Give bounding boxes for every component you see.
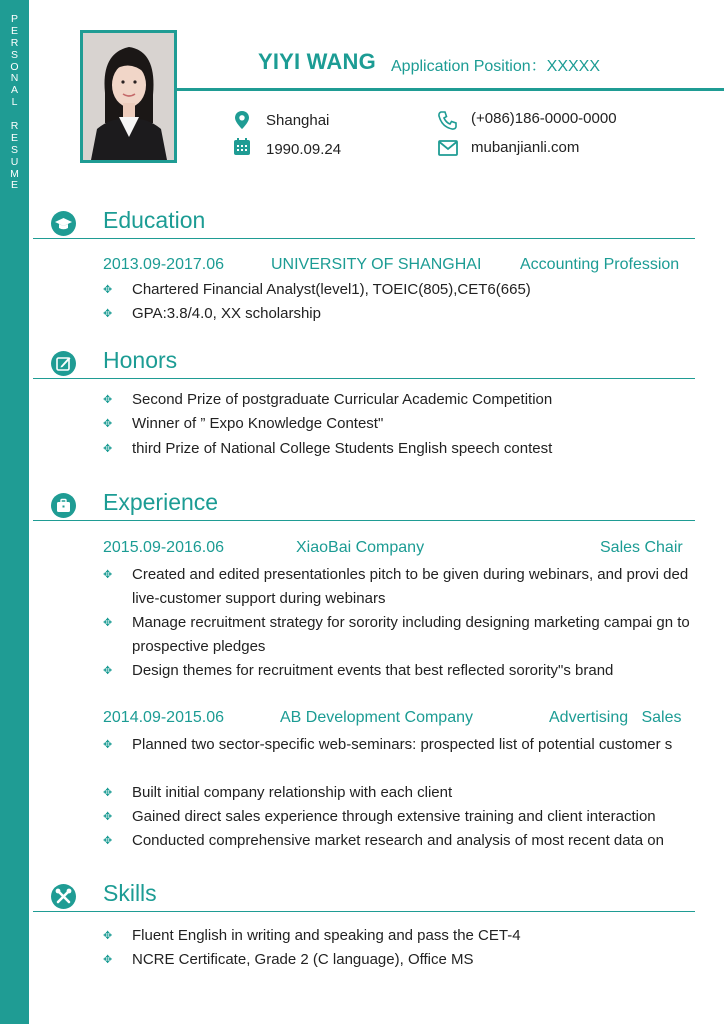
sidebar-letter: E [10,179,18,192]
list-item: ✥ Manage recruitment strategy for sorority including designing marketing campai gn to prospective pledges [103,614,690,655]
sidebar-letter: N [10,72,19,85]
briefcase-icon [51,493,76,518]
honors-title: Honors [103,347,178,373]
email-address: mubanjianli.com [471,139,580,156]
list-item: ✥ Design themes for recruitment events that best reflected sorority"s brand [103,662,614,679]
calendar-icon [233,138,251,156]
education-school: UNIVERSITY OF SHANGHAI [271,256,482,273]
list-item: ✥ Built initial company relationship with each client [103,784,453,801]
job-period: 2014.09-2015.06 [103,709,224,726]
candidate-name: YIYI WANG [258,49,376,74]
sidebar-letter: U [10,155,19,168]
list-item: ✥ GPA:3.8/4.0, XX scholarship [103,305,321,322]
list-item: ✥ Planned two sector-specific web-seminars: prospected list of potential customer s [103,736,673,753]
graduation-cap-icon [51,211,76,236]
job-period: 2015.09-2016.06 [103,539,224,556]
skills-title: Skills [103,880,157,906]
edit-icon [51,351,76,376]
list-item: ✥ Conducted comprehensive market research and analysis of most recent data on [103,832,664,849]
map-pin-icon [233,110,251,130]
education-section-header [33,208,695,239]
experience-section-header [33,490,695,521]
phone-number: (+086)186-0000-0000 [471,110,617,127]
job-role: Sales Chair [600,539,683,556]
sidebar-letter: M [10,167,19,180]
sidebar-letter: S [10,48,18,61]
education-major: Accounting Profession [520,256,680,273]
profile-photo-frame [80,30,177,163]
phone-icon [437,110,458,131]
job-company: XiaoBai Company [296,539,425,556]
birth-date: 1990.09.24 [266,141,342,158]
list-item: ✥ Gained direct sales experience through extensive training and client interaction [103,808,656,825]
header-divider [177,88,724,91]
list-item: ✥ Second Prize of postgraduate Curricular Academic Competition [103,391,553,408]
city: Shanghai [266,112,330,129]
sidebar [0,0,29,1024]
list-item: ✥ Created and edited presentationles pitch to be given during webinars, and provi ded live-customer support during webinars [103,566,689,607]
list-item: ✥ Winner of ” Expo Knowledge Contest" [103,415,384,432]
list-item: ✥ NCRE Certificate, Grade 2 (C language), Office MS [103,951,474,968]
envelope-icon [438,140,458,156]
portrait-illustration [83,33,174,160]
sidebar-letter: O [10,60,19,73]
skills-section-header [33,881,695,912]
job-role: Advertising Sales [549,709,682,726]
education-title: Education [103,207,206,233]
profile-photo [83,33,174,160]
application-position: Application Position：XXXXX [391,58,601,75]
honors-section-header [33,348,695,379]
sidebar-letter: P [10,13,18,25]
sidebar-letter: S [10,143,18,156]
sidebar-letter: L [11,96,18,109]
experience-title: Experience [103,489,219,515]
tools-icon [51,884,76,909]
sidebar-letter: E [10,24,18,37]
job-company: AB Development Company [280,709,473,726]
sidebar-letter: A [10,84,18,97]
list-item: ✥ third Prize of National College Students English speech contest [103,440,553,457]
list-item: ✥ Fluent English in writing and speaking and pass the CET-4 [103,927,521,944]
list-item: ✥ Chartered Financial Analyst(level1), TOEIC(805),CET6(665) [103,281,531,298]
sidebar-label [0,14,29,192]
sidebar-letter: E [10,131,18,144]
sidebar-letter: R [10,120,19,133]
education-period: 2013.09-2017.06 [103,256,224,273]
sidebar-letter: R [10,36,19,49]
